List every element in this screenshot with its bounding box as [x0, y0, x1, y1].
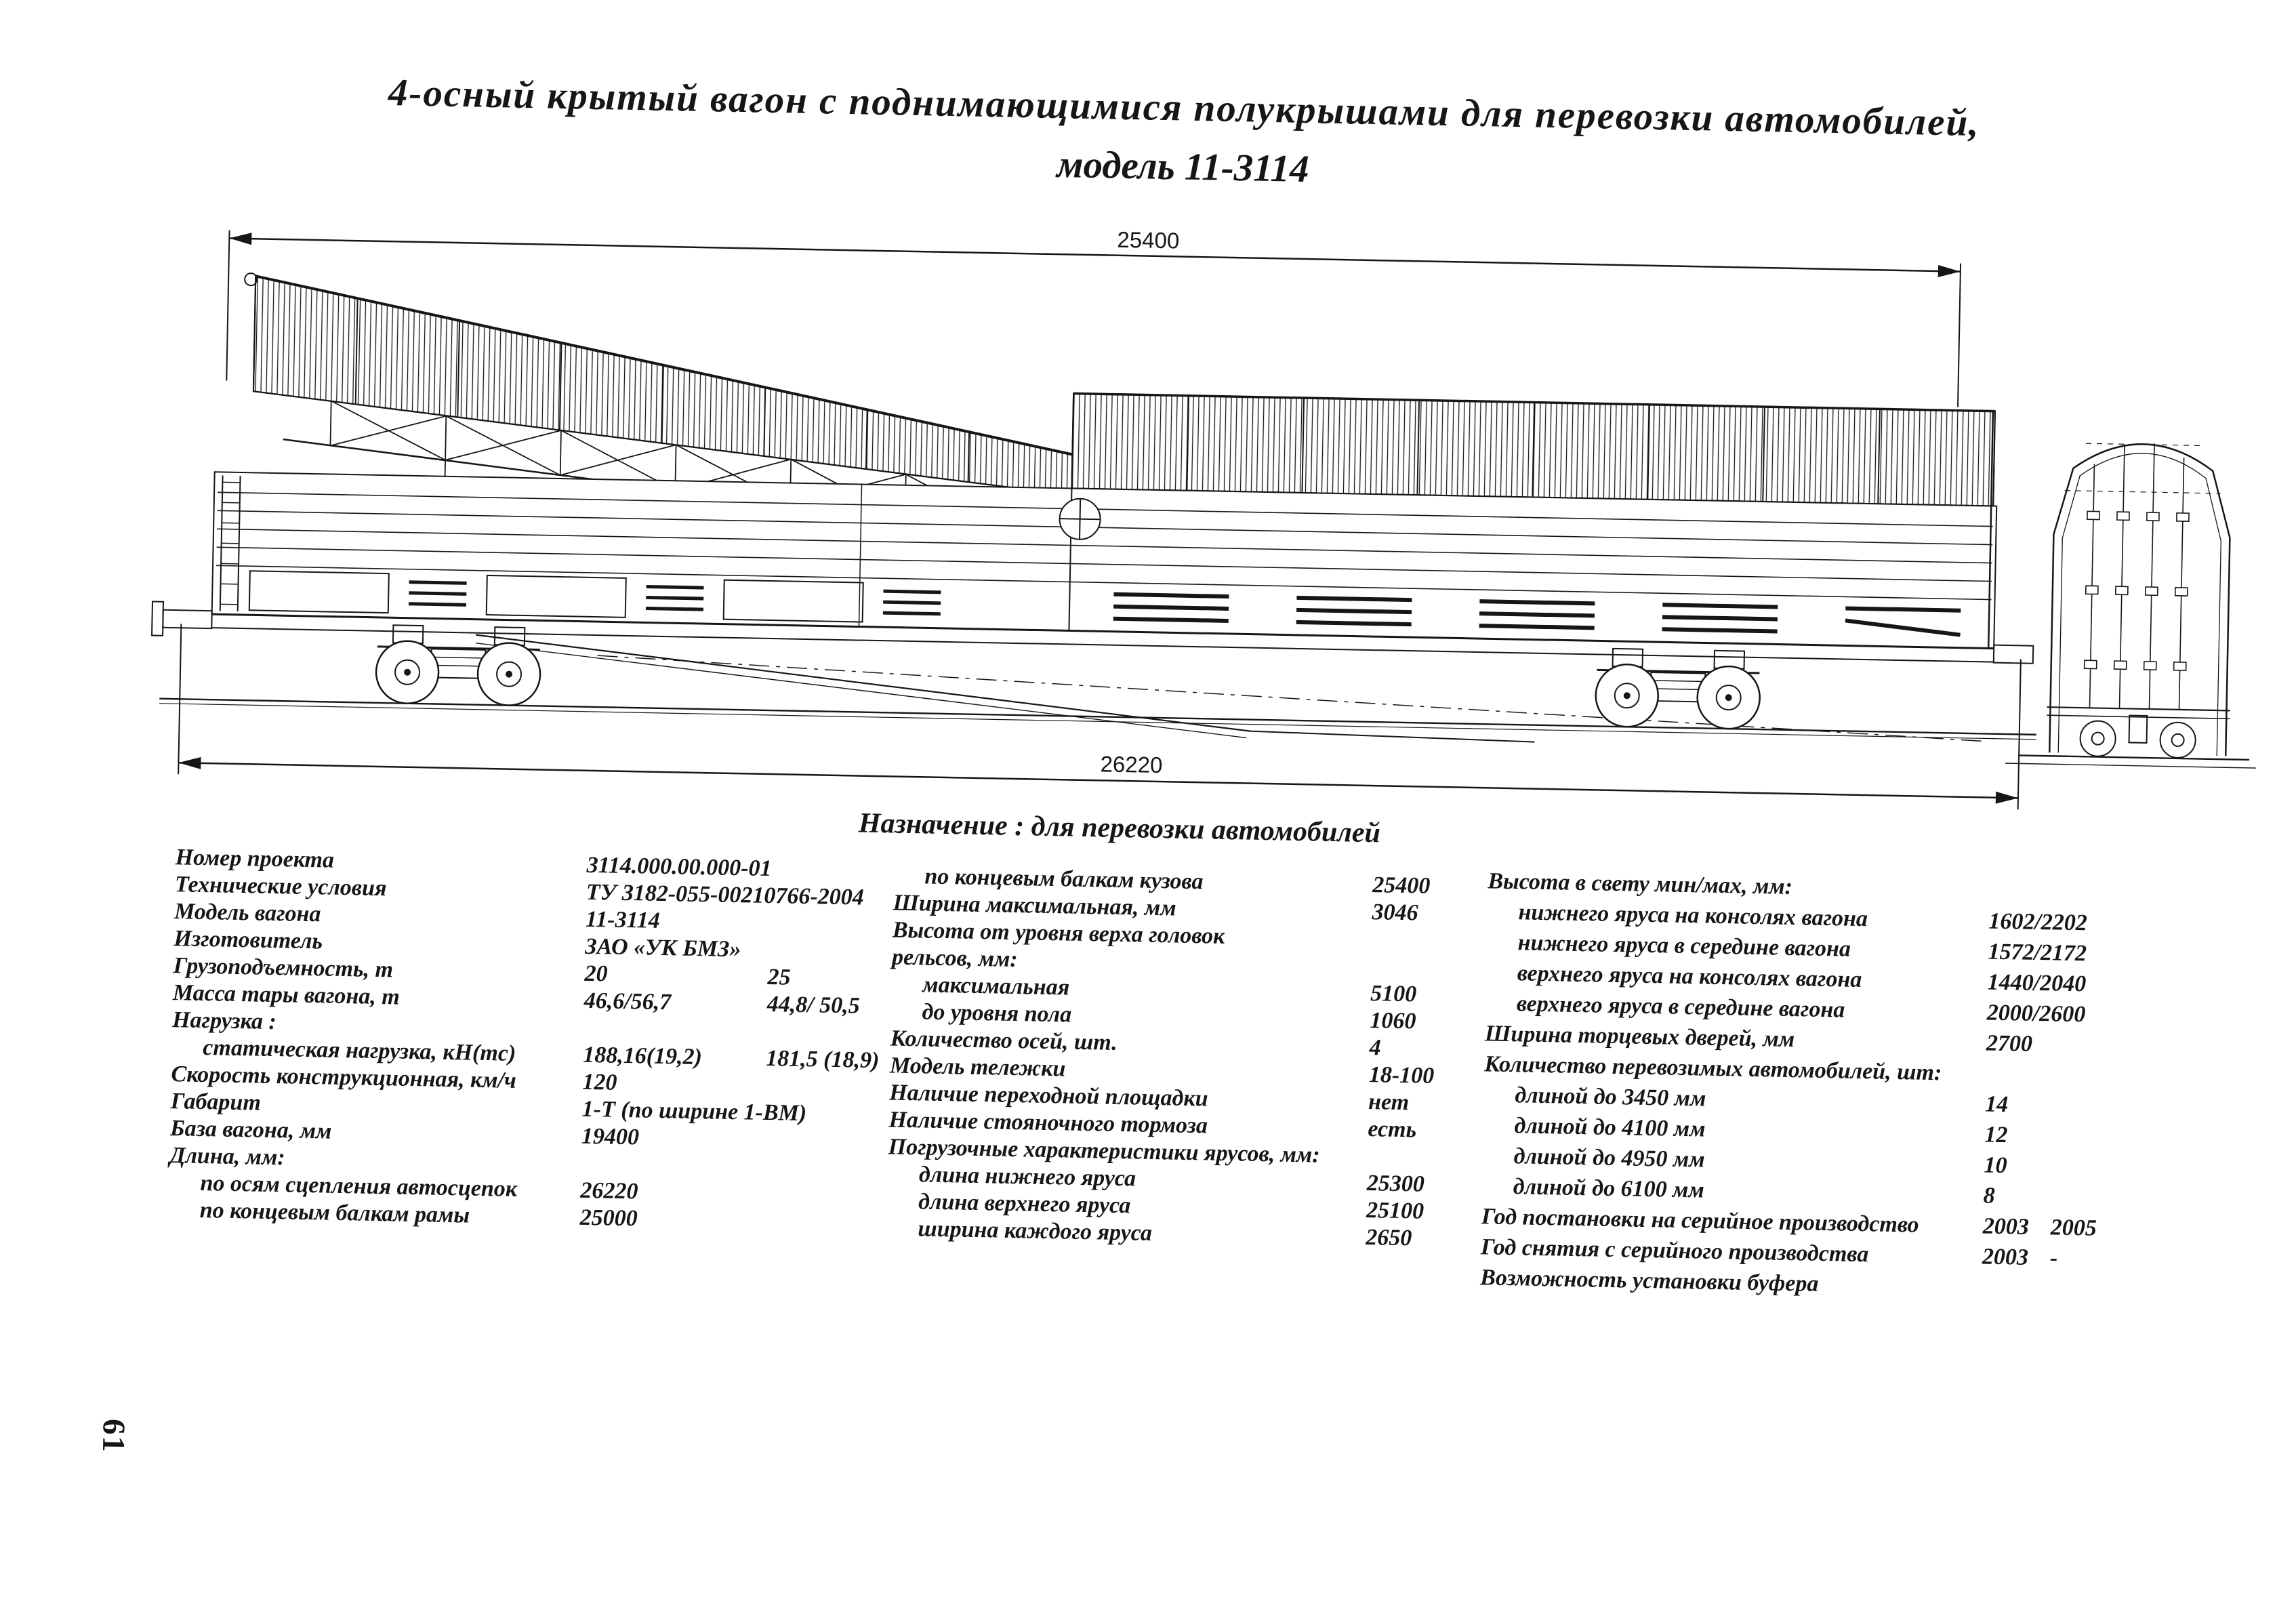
page-title-line1: 4-осный крытый вагон с поднимающимися полукрышами для перевозки автомобилей, [255, 52, 2113, 164]
spec-value [1372, 939, 1455, 941]
spec-label: Наличие стояночного тормоза [888, 1107, 1368, 1142]
spec-label: Габарит [170, 1089, 582, 1122]
spec-value: 2003 [1982, 1244, 2051, 1271]
spec-value: 18-100 [1369, 1062, 1453, 1089]
purpose-line: Назначение : для перевозки автомобилей [858, 807, 1380, 850]
bogie-right [1595, 648, 1761, 729]
spec-label: длиной до 6100 мм [1481, 1173, 1984, 1209]
spec-value: 25400 [1372, 872, 1456, 899]
spec-label: по осям сцепления автосцепок [169, 1170, 581, 1204]
spec-label: максимальная [891, 971, 1371, 1007]
spec-table [0, 0, 2295, 44]
spec-label: Номер проекта [175, 845, 587, 878]
spec-value: 14 [1985, 1091, 2053, 1118]
spec-value: ЗАО «УК БМЗ» [585, 934, 768, 963]
spec-label: длиной до 4950 мм [1482, 1143, 1984, 1178]
spec-label: до уровня пола [890, 998, 1370, 1034]
spec-value-2 [2051, 1197, 2272, 1201]
spec-value-2 [2049, 1289, 2270, 1293]
spec-value: 46,6/56,7 [583, 988, 767, 1017]
spec-column-left [168, 844, 928, 1238]
spec-label: Наличие переходной площадки [889, 1080, 1369, 1115]
page-number: 61 [95, 1409, 133, 1463]
spec-label: нижнего яруса в середине вагона [1486, 929, 1988, 965]
spec-label: длина нижнего яруса [888, 1161, 1368, 1196]
spec-value [1986, 1074, 2053, 1075]
spec-value-2 [2053, 1106, 2273, 1110]
spec-label: по концевым балкам рамы [168, 1197, 580, 1231]
spec-value: 188,16(19,2) [583, 1042, 766, 1072]
spec-value-2 [2054, 1045, 2274, 1049]
spec-label: Модель вагона [174, 899, 586, 933]
spec-label: Грузоподъемность, т [173, 953, 585, 987]
spec-column-right [1480, 866, 2278, 1308]
spec-value: 2003 [1982, 1213, 2051, 1240]
spec-value-2 [2056, 923, 2276, 927]
dimension-top-label: 25400 [1117, 227, 1179, 254]
wagon-drawing [120, 203, 2266, 853]
spec-value-2 [2052, 1136, 2272, 1140]
spec-value [583, 1028, 766, 1032]
spec-value [1989, 891, 2057, 892]
spec-label: Модель тележки [890, 1053, 1370, 1088]
page-title-line2: модель 11-3114 [254, 128, 2112, 206]
spec-value: 1572/2172 [1988, 939, 2056, 966]
spec-value [581, 1164, 764, 1167]
spec-value: 25300 [1366, 1171, 1450, 1198]
spec-value-2 [2055, 1014, 2275, 1018]
spec-value: 2000/2600 [1986, 1000, 2055, 1027]
spec-value-2: - [2050, 1245, 2271, 1275]
spec-value: 2700 [1986, 1030, 2055, 1057]
spec-value: 1-Т (по ширине 1-ВМ) [581, 1097, 765, 1126]
spec-label: Ширина максимальная, мм [893, 890, 1372, 925]
spec-label: Ширина торцевых дверей, мм [1485, 1021, 1987, 1056]
spec-column-middle [886, 863, 1456, 1253]
spec-label: верхнего яруса в середине вагона [1485, 990, 1988, 1026]
spec-label: Скорость конструкционная, км/ч [171, 1061, 583, 1095]
dimension-bottom-label: 26220 [1100, 751, 1162, 777]
coupler-right [1994, 645, 2033, 664]
spec-label: Количество перевозимых автомобилей, шт: [1484, 1051, 1986, 1087]
spec-label: длина верхнего яруса [887, 1188, 1367, 1223]
spec-value [1982, 1287, 2049, 1289]
spec-value-2: 25 [767, 965, 926, 993]
spec-value: 26220 [580, 1178, 764, 1207]
spec-value-2: 44,8/ 50,5 [766, 992, 925, 1020]
spec-label: ширина каждого яруса [886, 1215, 1366, 1251]
spec-value: есть [1368, 1116, 1452, 1143]
coupler-left [152, 601, 212, 636]
page-title [254, 52, 2113, 206]
spec-label: База вагона, мм [170, 1116, 582, 1150]
spec-value-2 [2053, 1075, 2274, 1079]
spec-value: 3046 [1372, 899, 1456, 927]
raised-half-roof [241, 273, 1075, 495]
spec-label: Масса тары вагона, т [173, 980, 585, 1014]
spec-value: 1440/2040 [1987, 969, 2055, 996]
spec-value: 2650 [1366, 1225, 1450, 1252]
wagon-end-view [2005, 441, 2262, 768]
spec-label: Длина, мм: [169, 1143, 581, 1177]
spec-value-2 [2055, 984, 2276, 988]
spec-value: ТУ 3182-055-00210766-2004 [586, 880, 770, 909]
spec-value: 4 [1369, 1035, 1453, 1062]
spec-value: 25000 [579, 1205, 763, 1234]
spec-label: рельсов, мм: [892, 944, 1372, 979]
spec-label: по концевым балкам кузова [893, 863, 1373, 898]
spec-value-2 [2052, 1167, 2272, 1171]
spec-value: 3114.000.00.000-01 [586, 853, 770, 882]
spec-value: 1060 [1370, 1008, 1454, 1035]
spec-label: длиной до 3450 мм [1483, 1082, 1986, 1117]
spec-value: 12 [1984, 1122, 2053, 1149]
spec-value: 1602/2202 [1988, 908, 2057, 935]
spec-label: Изготовитель [173, 926, 586, 960]
spec-label: Нагрузка : [172, 1007, 584, 1041]
spec-label: Погрузочные характеристики ярусов, мм: [888, 1134, 1368, 1169]
spec-label: длиной до 4100 мм [1483, 1112, 1985, 1148]
spec-label: Технические условия [175, 872, 587, 906]
spec-value: 5100 [1370, 981, 1454, 1008]
spec-label: Год снятия с серийного производства [1481, 1234, 1983, 1270]
lowered-half-roof [1071, 394, 1994, 506]
spec-label: Высота в свету мин/мах, мм: [1488, 868, 1990, 904]
spec-value: 11-3114 [586, 907, 769, 936]
spec-value [1371, 967, 1454, 968]
spec-label: Возможность установки буфера [1480, 1265, 1982, 1300]
spec-label: статическая нагрузка, кН(тс) [171, 1034, 583, 1068]
spec-value: 25100 [1366, 1198, 1450, 1225]
spec-label: Высота от уровня верха головок [893, 917, 1372, 952]
spec-label: нижнего яруса на консолях вагона [1487, 899, 1989, 934]
spec-value: 10 [1984, 1152, 2052, 1179]
spec-value-2 [2057, 892, 2277, 896]
spec-value: нет [1368, 1089, 1452, 1116]
spec-value [1368, 1156, 1451, 1158]
spec-label: Год постановки на серийное производство [1481, 1204, 1984, 1239]
spec-value: 20 [584, 961, 768, 990]
bogie-left [375, 625, 541, 706]
spec-label: Количество осей, шт. [890, 1026, 1370, 1061]
wagon-side-view [150, 272, 2045, 753]
spec-value: 19400 [581, 1124, 765, 1153]
spec-value-2: 181,5 (18,9) [766, 1046, 924, 1074]
spec-value: 120 [582, 1070, 766, 1099]
spec-value-2: 2005 [2050, 1215, 2271, 1244]
spec-label: верхнего яруса на консолях вагона [1485, 960, 1988, 995]
spec-value-2 [2056, 953, 2276, 957]
spec-value: 8 [1983, 1183, 2051, 1210]
